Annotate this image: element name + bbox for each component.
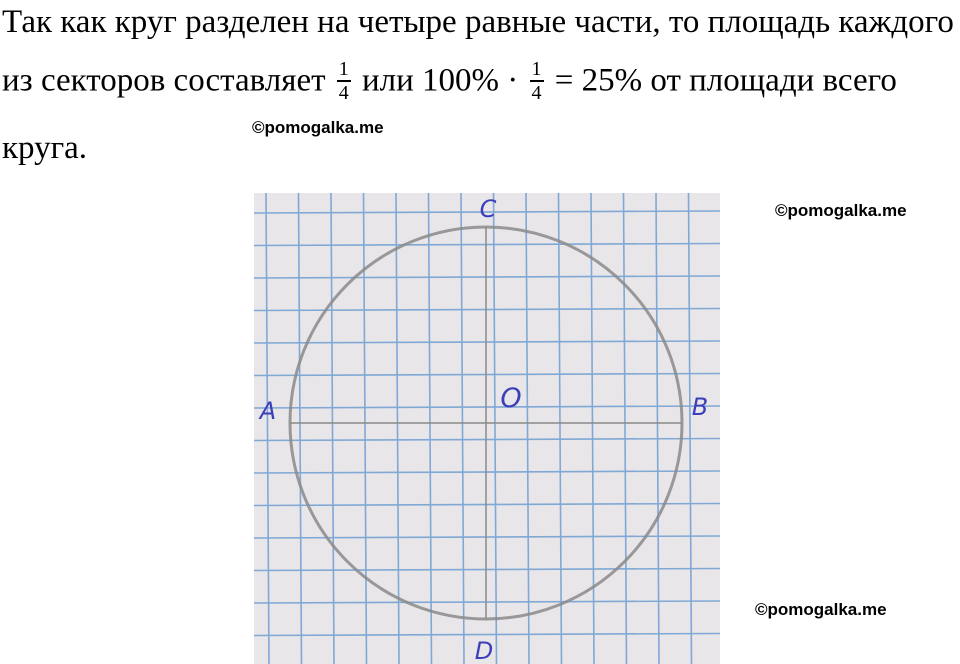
circle-drawing-svg xyxy=(254,193,720,664)
line2-before: из секторов составляет xyxy=(2,62,326,99)
circle-drawing-photo xyxy=(254,193,720,664)
watermark-1: ©pomogalka.me xyxy=(252,118,384,137)
fraction-one-quarter xyxy=(337,58,351,104)
fraction-denominator: 4 xyxy=(338,82,349,104)
fraction-numerator: 1 xyxy=(338,58,349,80)
grid-paper xyxy=(254,193,720,664)
fraction-one-quarter-2 xyxy=(530,58,544,104)
line2-after: = 25% от площади всего xyxy=(554,62,897,99)
label-b: B xyxy=(691,393,709,421)
watermark-3: ©pomogalka.me xyxy=(755,600,887,619)
fraction-denominator-2: 4 xyxy=(531,82,542,104)
label-d: D xyxy=(474,637,494,664)
paragraph-line-2 xyxy=(2,60,897,106)
label-c: C xyxy=(479,195,497,223)
paragraph-line-1: Так как круг разделен на четыре равные части, то площадь каждого xyxy=(2,4,954,40)
fraction-numerator-2: 1 xyxy=(531,58,542,80)
label-a: A xyxy=(259,397,277,425)
line2-middle: или 100% · xyxy=(362,62,519,99)
paragraph-line-3: круга. xyxy=(2,130,88,166)
label-o: O xyxy=(500,383,522,414)
watermark-2: ©pomogalka.me xyxy=(775,201,907,220)
